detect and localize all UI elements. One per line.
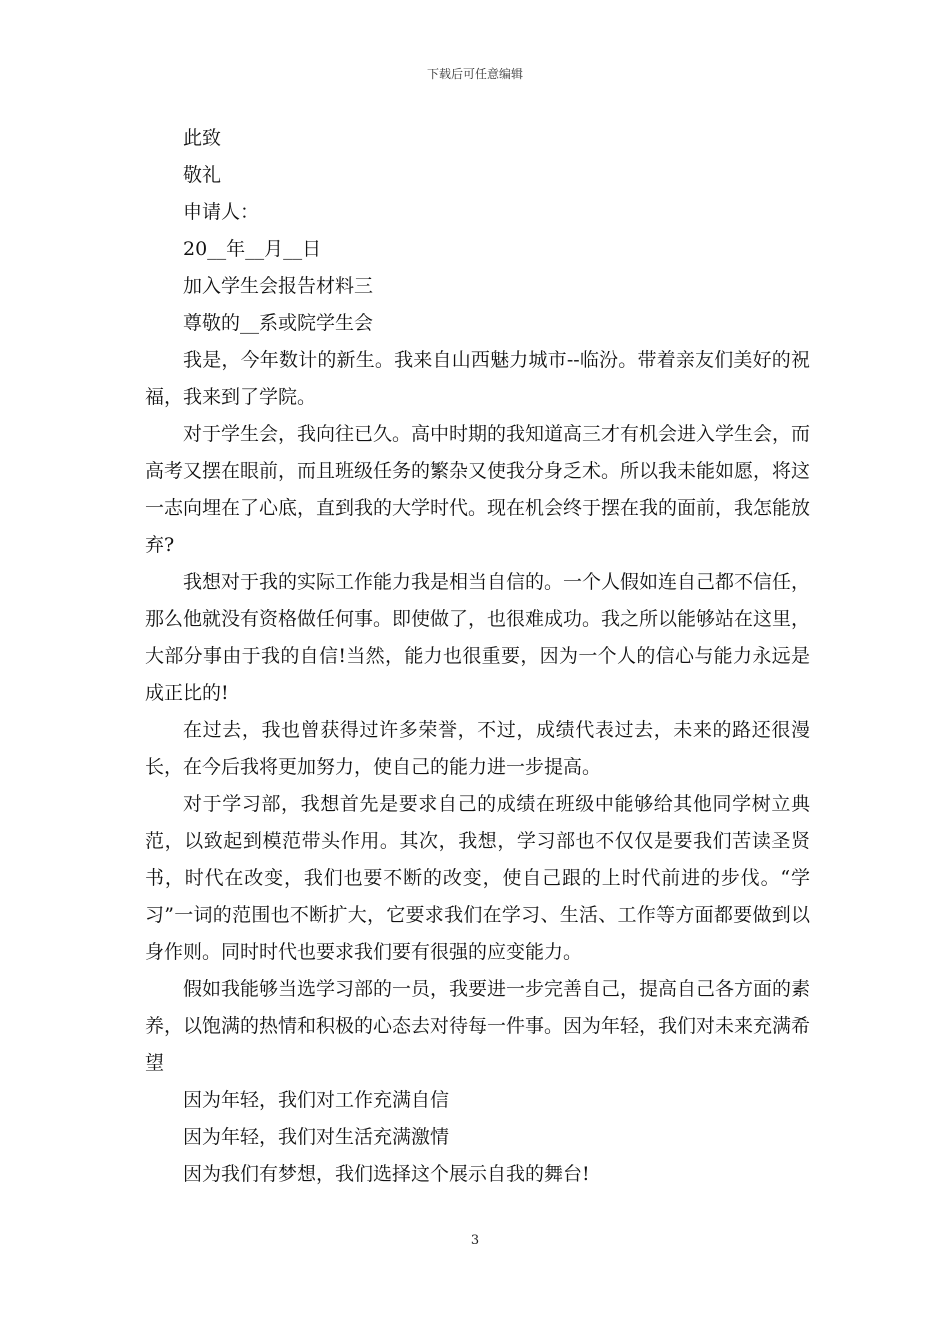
paragraph: 我想对于我的实际工作能力我是相当自信的。一个人假如连自己都不信任，那么他就没有资格做任何事。即使做了，也很难成功。我之所以能够站在这里，大部分事由于我的自信!当然，能力也很重要，因为一个人的信心与能力永远是成正比的!: [145, 571, 811, 704]
page-header: 下载后可任意编辑: [426, 67, 523, 81]
closing-line-2: 敬礼: [183, 164, 222, 186]
document-body: [145, 120, 810, 1193]
paragraph: 对于学生会，我向往已久。高中时期的我知道高三才有机会进入学生会，而高考又摆在眼前，而且班级任务的繁杂又使我分身乏术。所以我未能如愿，将这一志向埋在了心底，直到我的大学时代。现在机会终于摆在我的面前，我怎能放弃?: [145, 423, 811, 556]
closing-line-1: 此致: [183, 127, 222, 149]
ending-line-3: 因为我们有梦想，我们选择这个展示自我的舞台!: [183, 1163, 590, 1185]
section-title: 加入学生会报告材料三: [183, 275, 374, 297]
date-line: 20__年__月__日: [183, 238, 322, 260]
ending-line-2: 因为年轻，我们对生活充满激情: [183, 1126, 450, 1148]
paragraph: 对于学习部，我想首先是要求自己的成绩在班级中能够给其他同学树立典范，以致起到模范带头作用。其次，我想，学习部也不仅仅是要我们苦读圣贤书，时代在改变，我们也要不断的改变，使自己跟的上时代前进的步伐。“学习”一词的范围也不断扩大，它要求我们在学习、生活、工作等方面都要做到以身作则。同时时代也要求我们要有很强的应变能力。: [145, 793, 810, 963]
paragraph: 假如我能够当选学习部的一员，我要进一步完善自己，提高自己各方面的素养，以饱满的热情和积极的心态去对待每一件事。因为年轻，我们对未来充满希望: [145, 978, 811, 1074]
salutation-line: 尊敬的__系或院学生会: [183, 312, 374, 334]
paragraph: 我是，今年数计的新生。我来自山西魅力城市--临汾。带着亲友们美好的祝福，我来到了学院。: [145, 349, 810, 408]
paragraph: 在过去，我也曾获得过许多荣誉，不过，成绩代表过去，未来的路还很漫长，在今后我将更加努力，使自己的能力进一步提高。: [145, 719, 810, 778]
ending-line-1: 因为年轻，我们对工作充满自信: [183, 1089, 450, 1111]
page-number: 3: [470, 1233, 480, 1248]
applicant-line: 申请人：: [183, 201, 260, 223]
